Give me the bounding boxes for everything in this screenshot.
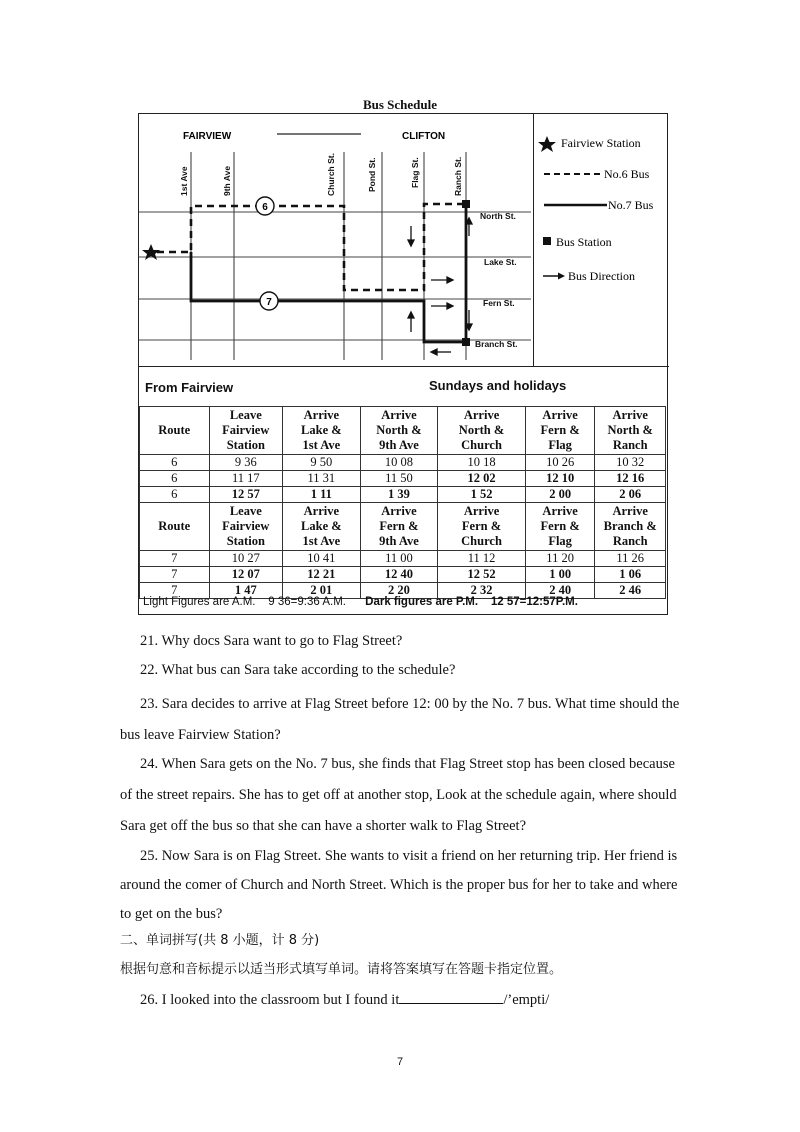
table-cell: 1 52 (438, 487, 526, 503)
header-cell: Arrive North & Ranch (595, 407, 666, 455)
table-cell: 2 00 (525, 487, 595, 503)
table-cell: 12 10 (525, 471, 595, 487)
route-7-marker-label: 7 (266, 297, 272, 308)
table-cell: 12 02 (438, 471, 526, 487)
page-number: 7 (396, 1056, 404, 1068)
arrow-up-icon (408, 312, 414, 318)
table-cell: 2 32 (438, 583, 526, 599)
table-cell: 11 00 (360, 551, 438, 567)
table-cell: 1 06 (595, 567, 666, 583)
table-cell: 12 40 (360, 567, 438, 583)
header-cell: Arrive North & Church (438, 407, 526, 455)
route-6-line (157, 204, 466, 290)
table-cell: 10 32 (595, 455, 666, 471)
table-cell: 11 17 (209, 471, 283, 487)
town-label-fairview: FAIRVIEW (183, 131, 232, 142)
table-cell: 12 52 (438, 567, 526, 583)
table-row (140, 471, 666, 487)
legend-bus-station: Bus Station (556, 235, 612, 249)
table-cell: 12 21 (283, 567, 361, 583)
table-cell: 6 (140, 455, 210, 471)
answer-blank[interactable] (399, 989, 503, 1004)
header-cell: Route (140, 407, 210, 455)
footnote-light-example: 9 36=9:36 A.M. (268, 596, 346, 608)
map-legend (534, 114, 669, 366)
table-cell: 10 27 (209, 551, 283, 567)
arrow-down-icon (408, 240, 414, 246)
legend-station: Fairview Station (561, 136, 641, 150)
question-26 (120, 989, 680, 1010)
table-row (140, 551, 666, 567)
route-6-marker-label: 6 (262, 202, 268, 213)
table-cell: 2 06 (595, 487, 666, 503)
label-fern-st: Fern St. (483, 298, 515, 308)
header-cell: Arrive Fern & Church (438, 503, 526, 551)
bus-station-branch-ranch (462, 338, 470, 346)
label-lake-st: Lake St. (484, 257, 517, 267)
table-cell: 1 00 (525, 567, 595, 583)
label-north-st: North St. (480, 211, 516, 221)
schedule-table (139, 406, 666, 599)
footnote-dark: Dark figures are P.M. (365, 596, 479, 608)
question-23: 23. Sara decides to arrive at Flag Street before 12: 00 by the No. 7 bus. What time should the bus leave Fairview Station? (120, 696, 680, 743)
bus-station-north-ranch (462, 200, 470, 208)
page-title: Bus Schedule (362, 97, 438, 112)
question-22: 22. What bus can Sara take according to the schedule? (140, 662, 456, 678)
header-cell: Arrive Lake & 1st Ave (283, 407, 361, 455)
schedule-heading (139, 366, 669, 406)
route6-header-row (140, 407, 666, 455)
table-cell: 2 20 (360, 583, 438, 599)
fairview-station-star (142, 244, 160, 260)
header-cell: Arrive Branch & Ranch (595, 503, 666, 551)
table-cell: 9 50 (283, 455, 361, 471)
table-cell: 10 26 (525, 455, 595, 471)
table-cell: 12 16 (595, 471, 666, 487)
question-21: 21. Why docs Sara want to go to Flag Street? (140, 633, 403, 649)
label-ranch-st: Ranch St. (453, 156, 463, 196)
schedule-from: From Fairview (145, 380, 234, 395)
table-row (140, 567, 666, 583)
header-cell: Leave Fairview Station (209, 503, 283, 551)
table-cell: 2 40 (525, 583, 595, 599)
arrow-right-icon (558, 273, 565, 280)
table-cell: 11 20 (525, 551, 595, 567)
table-cell: 12 07 (209, 567, 283, 583)
question-26-phonetic: /’empti/ (503, 992, 550, 1008)
footnote-light: Light Figures are A.M. (143, 596, 256, 608)
table-cell: 2 46 (595, 583, 666, 599)
town-label-clifton: CLIFTON (402, 131, 446, 142)
header-cell: Arrive Lake & 1st Ave (283, 503, 361, 551)
table-cell: 7 (140, 567, 210, 583)
question-25: 25. Now Sara is on Flag Street. She wants to visit a friend on her returning trip. Her friend is around the comer of Church and North Street. Which is the proper bus for her to take and where to get on the bus? (120, 848, 678, 922)
square-icon (543, 237, 551, 245)
arrow-right-icon (447, 303, 453, 309)
legend-direction: Bus Direction (568, 269, 635, 283)
table-cell: 10 08 (360, 455, 438, 471)
legend-bus6: No.6 Bus (604, 167, 650, 181)
table-cell: 7 (140, 583, 210, 599)
header-cell: Arrive Fern & Flag (525, 503, 595, 551)
header-cell: Route (140, 503, 210, 551)
label-flag-st: Flag St. (410, 157, 420, 188)
table-cell: 1 11 (283, 487, 361, 503)
footnote-dark-example: 12 57=12:57P.M. (490, 596, 578, 608)
table-cell: 7 (140, 551, 210, 567)
header-cell: Arrive North & 9th Ave (360, 407, 438, 455)
table-cell: 6 (140, 471, 210, 487)
table-cell: 1 39 (360, 487, 438, 503)
schedule-days: Sundays and holidays (429, 378, 567, 393)
legend-svg (534, 114, 669, 366)
table-cell: 1 47 (209, 583, 283, 599)
label-pond-st: Pond St. (367, 157, 377, 192)
header-cell: Arrive Fern & 9th Ave (360, 503, 438, 551)
schedule-footnote (143, 596, 665, 608)
bus-schedule-figure (138, 113, 668, 615)
table-cell: 11 50 (360, 471, 438, 487)
table-row (140, 487, 666, 503)
table-row (140, 455, 666, 471)
section-instruction: 根据句意和音标提示以适当形式填写单词。请将答案填写在答题卡指定位置。 (120, 962, 563, 977)
section-heading: 二、单词拼写(共 8 小题，计 8 分) (120, 933, 320, 948)
label-1st-ave: 1st Ave (179, 166, 189, 196)
label-church-st: Church St. (326, 153, 336, 196)
table-cell: 12 57 (209, 487, 283, 503)
arrow-left-icon (431, 349, 437, 355)
label-branch-st: Branch St. (475, 339, 518, 349)
table-cell: 9 36 (209, 455, 283, 471)
star-icon (538, 136, 556, 152)
table-cell: 11 31 (283, 471, 361, 487)
table-cell: 10 41 (283, 551, 361, 567)
table-cell: 10 18 (438, 455, 526, 471)
table-cell: 11 12 (438, 551, 526, 567)
header-cell: Leave Fairview Station (209, 407, 283, 455)
table-cell: 6 (140, 487, 210, 503)
table-cell: 2 01 (283, 583, 361, 599)
route7-header-row (140, 503, 666, 551)
route-map (139, 114, 534, 366)
question-26-text: 26. I looked into the classroom but I found it (140, 992, 400, 1008)
label-9th-ave: 9th Ave (222, 165, 232, 196)
legend-bus7: No.7 Bus (608, 198, 654, 212)
route-map-svg (139, 114, 534, 366)
table-cell: 11 26 (595, 551, 666, 567)
question-24: 24. When Sara gets on the No. 7 bus, she finds that Flag Street stop has been closed because of the street repairs. She has to get off at another stop, Look at the schedule again, where should Sara get off the bus so that she can have a shorter walk to Flag Street? (120, 756, 677, 834)
arrow-right-icon (447, 277, 453, 283)
header-cell: Arrive Fern & Flag (525, 407, 595, 455)
